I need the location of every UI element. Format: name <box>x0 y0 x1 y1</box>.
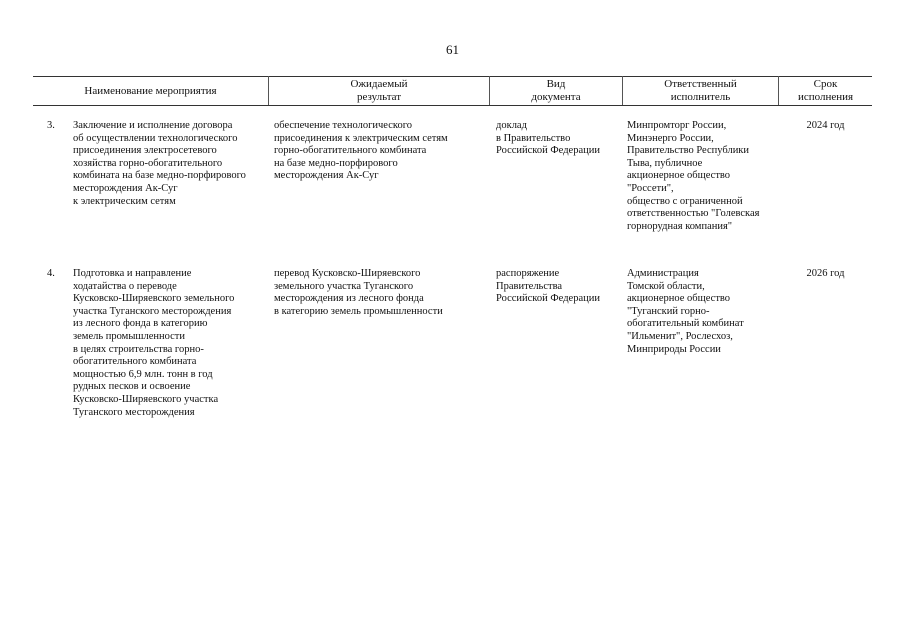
page-number: 61 <box>446 42 459 57</box>
header-term: Срок исполнения <box>797 78 854 103</box>
row-number: 4. <box>47 268 55 279</box>
table-top-rule <box>33 76 872 77</box>
header-result: Ожидаемый результат <box>350 78 408 103</box>
row-name: Подготовка и направление ходатайства о переводе Кусковско-Ширяевского земельного участка Туганского месторождения из лесного фонда в категорию земель промышленности в целях строительства горно- обогатительного комбината мощностью 6,9 млн. тонн в год рудных песков и освоение Кусковско-Ширяевского участка Туганского месторождения <box>73 268 235 418</box>
row-result: перевод Кусковско-Ширяевского земельного участка Туганского месторождения из лесного фонда в категорию земель промышленности <box>274 268 443 317</box>
row-number: 3. <box>47 120 55 131</box>
table-header-rule <box>33 105 872 106</box>
row-document: доклад в Правительство Российской Федерации <box>496 120 600 157</box>
row-document: распоряжение Правительства Российской Федерации <box>496 268 600 305</box>
header-responsible: Ответственный исполнитель <box>664 78 737 103</box>
header-document: Вид документа <box>531 78 581 103</box>
header-name: Наименование мероприятия <box>84 85 217 97</box>
row-term: 2024 год <box>806 120 845 131</box>
row-term: 2026 год <box>806 268 845 279</box>
row-name: Заключение и исполнение договора об осуществлении технологического присоединения электросетевого хозяйства горно-обогатительного комбината на базе медно-порфирового месторождения Ак-Суг к электрическим сетям <box>73 120 246 207</box>
row-responsible: Администрация Томской области, акционерное общество "Туганский горно- обогатительный комбинат "Ильменит", Рослесхоз, Минприроды России <box>627 268 744 355</box>
row-result: обеспечение технологического присоединения к электрическим сетям горно-обогатительного комбината на базе медно-порфирового месторождения Ак-Суг <box>274 120 448 182</box>
row-responsible: Минпромторг России, Минэнерго России, Правительство Республики Тыва, публичное акционерное общество "Россети", общество с ограниченной ответственностью "Голевская горнорудная компания" <box>627 120 760 232</box>
